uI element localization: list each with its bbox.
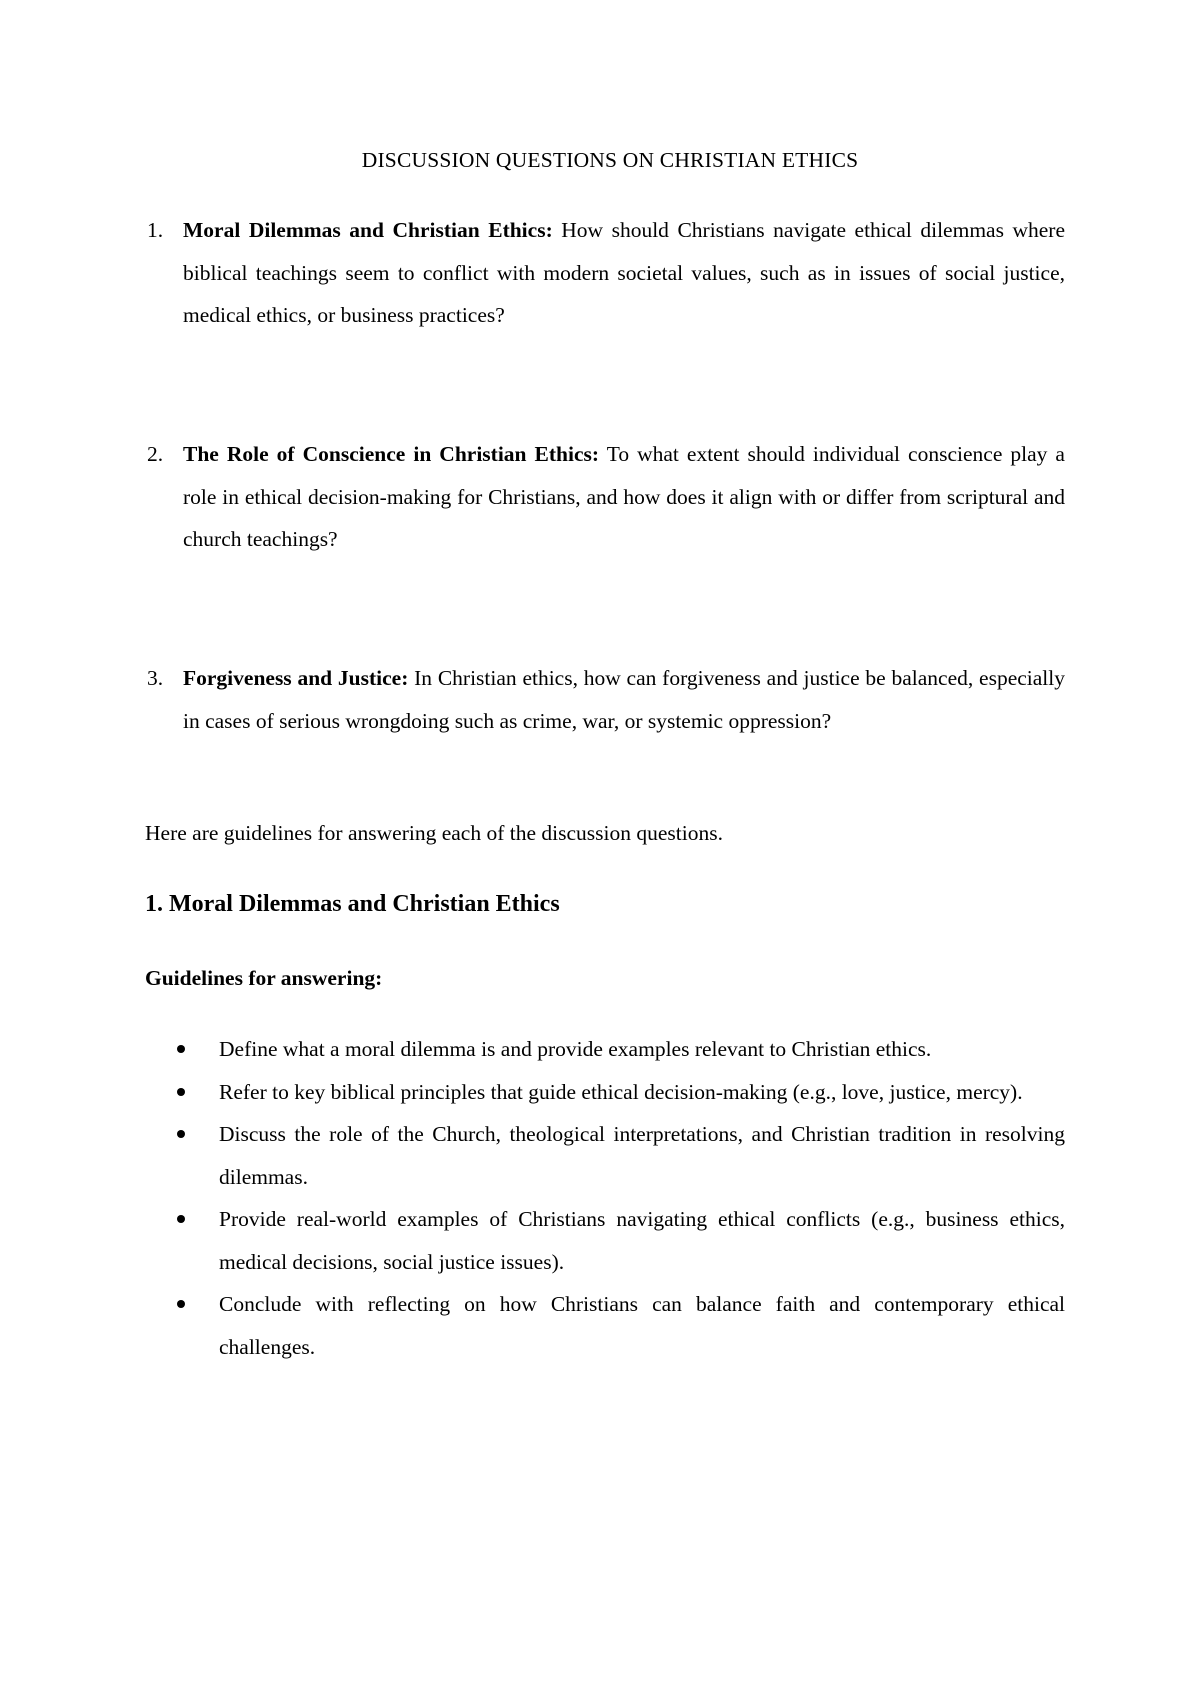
list-item-text: Discuss the role of the Church, theological interpretations, and Christian tradition in resolving dilemmas. [219, 1122, 1065, 1189]
question-text: How should Christians navigate ethical dilemmas where biblical teachings seem to conflict with modern societal values, such as in issues of social justice, medical ethics, or business practices? [183, 218, 1065, 327]
list-item [219, 1198, 1065, 1283]
question-body [183, 657, 1065, 742]
guidelines-label: Guidelines for answering: [145, 966, 383, 990]
question-heading: Moral Dilemmas and Christian Ethics: [183, 218, 553, 242]
question-heading: Forgiveness and Justice: [183, 666, 409, 690]
question-text: In Christian ethics, how can forgiveness and justice be balanced, especially in cases of serious wrongdoing such as crime, war, or systemic oppression? [183, 666, 1065, 733]
section-heading: 1. Moral Dilemmas and Christian Ethics [145, 891, 560, 917]
list-item-text: Provide real-world examples of Christians navigating ethical conflicts (e.g., business ethics, medical decisions, social justice issues). [219, 1207, 1065, 1274]
bullet-icon [177, 1045, 185, 1053]
list-item [219, 1113, 1065, 1198]
question-number: 2. [147, 442, 164, 466]
list-item-text: Define what a moral dilemma is and provide examples relevant to Christian ethics. [219, 1037, 932, 1061]
list-item [219, 1283, 1065, 1368]
guidelines-list [219, 1028, 1065, 1368]
bullet-icon [177, 1088, 185, 1096]
question-heading: The Role of Conscience in Christian Ethics: [183, 442, 600, 466]
bullet-icon [177, 1215, 185, 1223]
question-body [183, 433, 1065, 561]
bullet-icon [177, 1300, 185, 1308]
question-number: 3. [147, 666, 164, 690]
list-item [219, 1071, 1065, 1114]
question-body [183, 209, 1065, 337]
guidelines-intro: Here are guidelines for answering each of the discussion questions. [145, 821, 723, 845]
list-item-text: Conclude with reflecting on how Christians can balance faith and contemporary ethical challenges. [219, 1292, 1065, 1359]
discussion-question [147, 433, 1065, 561]
discussion-question [147, 209, 1065, 337]
question-text: To what extent should individual conscience play a role in ethical decision-making for Christians, and how does it align with or differ from scriptural and church teachings? [183, 442, 1065, 551]
list-item [219, 1028, 1065, 1071]
question-number: 1. [147, 218, 164, 242]
document-title: DISCUSSION QUESTIONS ON CHRISTIAN ETHICS [361, 148, 859, 172]
discussion-question [147, 657, 1065, 742]
bullet-icon [177, 1130, 185, 1138]
list-item-text: Refer to key biblical principles that guide ethical decision-making (e.g., love, justice, mercy). [219, 1079, 1023, 1104]
